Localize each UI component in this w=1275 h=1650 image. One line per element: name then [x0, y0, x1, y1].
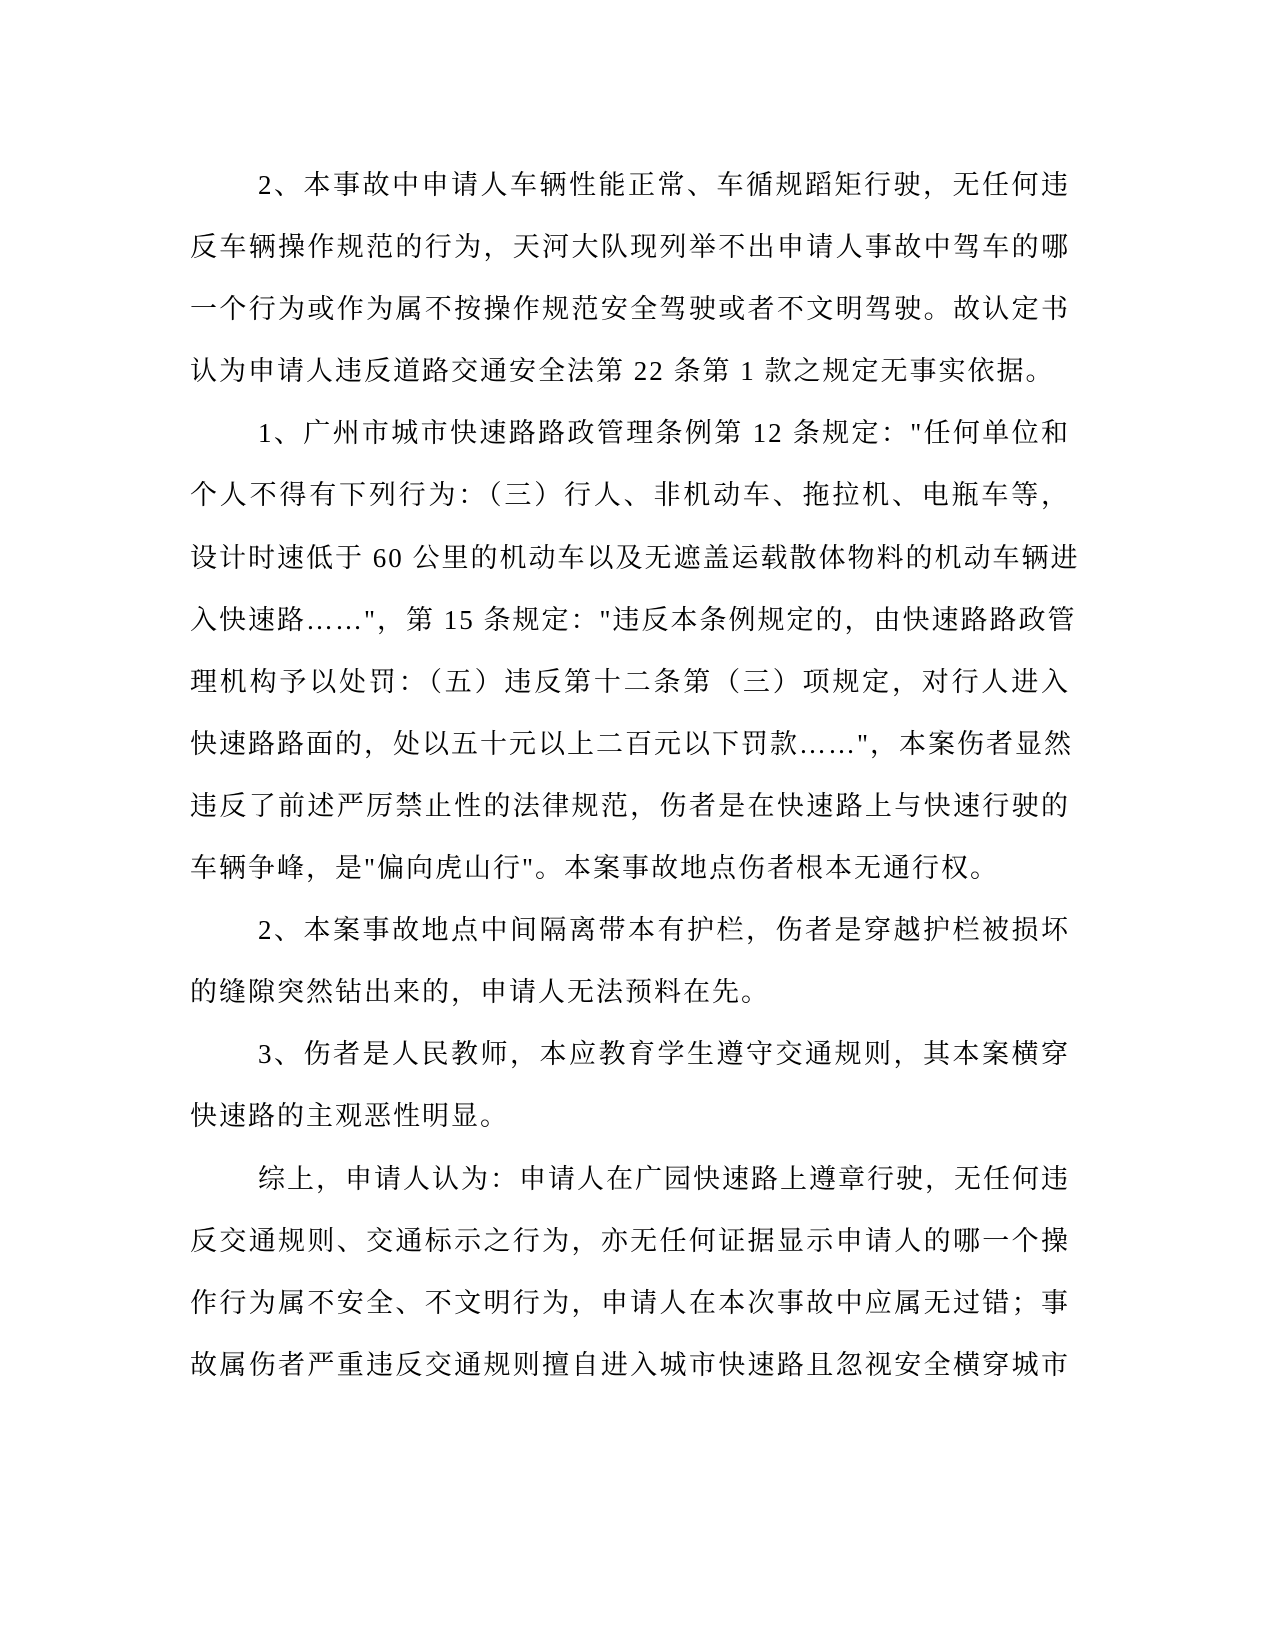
paragraph: [190, 899, 1070, 1023]
text-line: 故属伤者严重违反交通规则擅自进入城市快速路且忽视安全横穿城市: [190, 1349, 1070, 1380]
text-line: 理机构予以处罚：（五）违反第十二条第（三）项规定，对行人进入: [190, 666, 1070, 697]
text-line: 入快速路……"，第 15 条规定："违反本条例规定的，由快速路路政管: [190, 604, 1077, 635]
text-line: 快速路的主观恶性明显。: [190, 1101, 509, 1132]
text-line: 认为申请人违反道路交通安全法第 22 条第 1 款之规定无事实依据。: [190, 356, 1055, 387]
text-line: 2、本案事故地点中间隔离带本有护栏，伤者是穿越护栏被损坏: [258, 915, 1070, 946]
document-body: [190, 154, 1080, 1396]
text-line: 作行为属不安全、不文明行为，申请人在本次事故中应属无过错；事: [190, 1287, 1070, 1318]
text-line: 快速路路面的，处以五十元以上二百元以下罚款……"，本案伤者显然: [190, 728, 1074, 759]
text-line: 设计时速低于 60 公里的机动车以及无遮盖运载散体物料的机动车辆进: [190, 542, 1080, 573]
paragraph: [190, 154, 1070, 402]
text-line: 2、本事故中申请人车辆性能正常、车循规蹈矩行驶，无任何违: [258, 170, 1070, 200]
text-line: 一个行为或作为属不按操作规范安全驾驶或者不文明驾驶。故认定书: [190, 294, 1070, 325]
text-line: 反车辆操作规范的行为，天河大队现列举不出申请人事故中驾车的哪: [190, 232, 1070, 263]
text-line: 个人不得有下列行为：（三）行人、非机动车、拖拉机、电瓶车等，: [190, 480, 1070, 511]
text-line: 3、伤者是人民教师，本应教育学生遵守交通规则，其本案横穿: [258, 1039, 1070, 1070]
text-line: 车辆争峰，是"偏向虎山行"。本案事故地点伤者根本无通行权。: [190, 853, 1000, 884]
text-line: 1、广州市城市快速路路政管理条例第 12 条规定："任何单位和: [258, 418, 1070, 449]
text-line: 反交通规则、交通标示之行为，亦无任何证据显示申请人的哪一个操: [190, 1225, 1070, 1256]
paragraph: [190, 1148, 1070, 1396]
text-line: 的缝隙突然钻出来的，申请人无法预料在先。: [190, 977, 770, 1008]
paragraph: [190, 1023, 1070, 1147]
text-line: 综上，申请人认为：申请人在广园快速路上遵章行驶，无任何违: [258, 1163, 1070, 1194]
text-line: 违反了前述严厉禁止性的法律规范，伤者是在快速路上与快速行驶的: [190, 790, 1070, 821]
paragraph: [190, 402, 1080, 899]
